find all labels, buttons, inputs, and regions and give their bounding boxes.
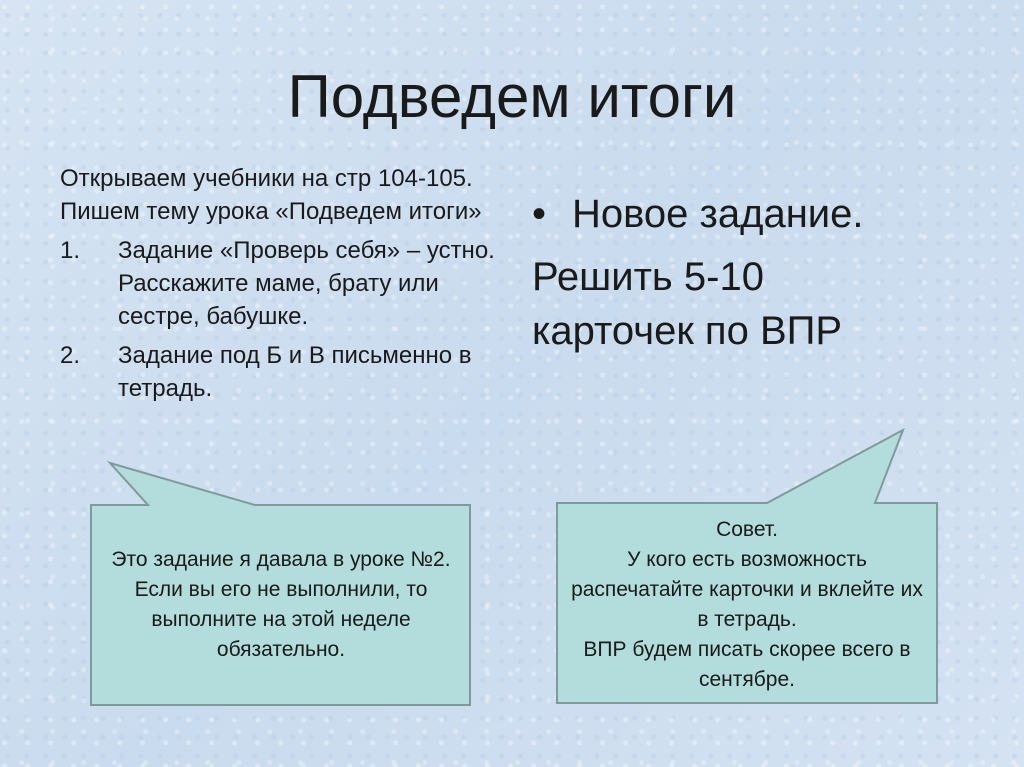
intro-text: Открываем учебники на стр 104-105. Пишем тему урока «Подведем итоги»: [60, 165, 482, 225]
list-number: 2.: [60, 342, 81, 369]
task-text: Решить 5-10 карточек по ВПР: [532, 255, 843, 353]
bullet-text: Новое задание.: [572, 192, 864, 236]
right-callout-text: Совет. У кого есть возможность распечатайте карточки и вклейте их в тетрадь. ВПР будем писать скорее всего в сентябре.: [571, 517, 923, 691]
list-text: Задание под Б и В письменно в тетрадь.: [118, 342, 472, 402]
bullet-icon: •: [532, 192, 547, 236]
slide-title: Подведем итоги: [287, 63, 737, 130]
list-number: 1.: [60, 237, 81, 264]
left-callout-text: Это задание я давала в уроке №2. Если вы его не выполнили, то выполните на этой неделе обязательно.: [111, 548, 451, 661]
list-text: Задание «Проверь себя» – устно. Расскажите маме, брату или сестре, бабушке.: [118, 237, 495, 330]
